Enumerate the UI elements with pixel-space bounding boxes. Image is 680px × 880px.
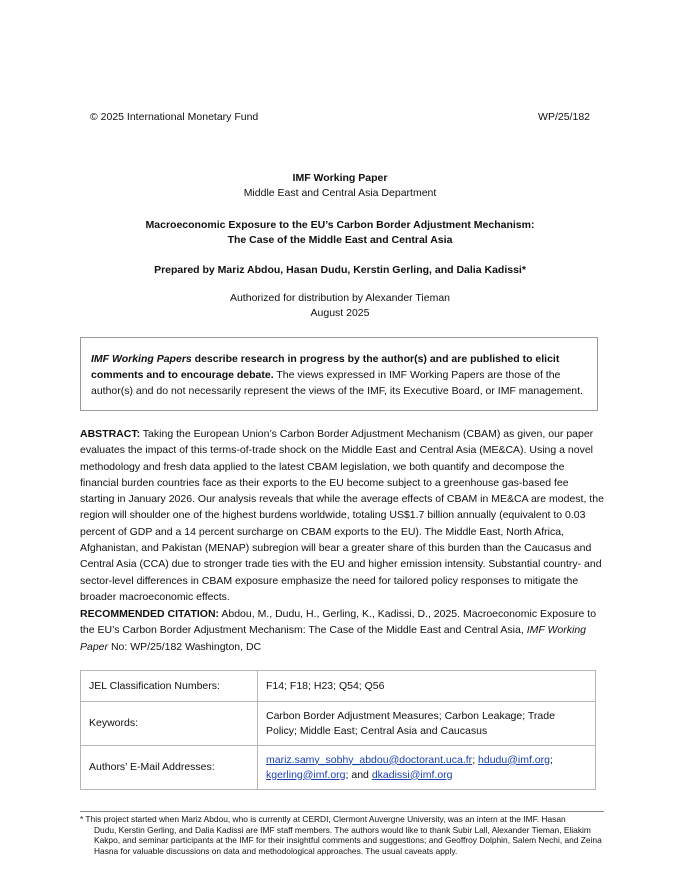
- disclaimer-bold-text: describe research in progress by the author(s) and are published to elicit comments and to encourage debate.: [91, 353, 560, 381]
- footnote-divider: [80, 811, 604, 812]
- metadata-table: [80, 670, 596, 790]
- emails-label: Authors’ E-Mail Addresses:: [81, 746, 258, 790]
- citation-text: Abdou, M., Dudu, H., Gerling, K., Kadissi, D., 2025. Macroeconomic Exposure to the EU’s Carbon Border Adjustment Mechanism: The Case of the Middle East and Central Asia,: [80, 608, 597, 637]
- email-link-abdou[interactable]: mariz.samy_sobhy_abdou@doctorant.uca.fr: [266, 753, 473, 766]
- email-link-gerling[interactable]: kgerling@imf.org: [266, 768, 346, 781]
- citation-series: IMF Working Paper: [80, 624, 587, 653]
- table-row: [81, 702, 596, 746]
- department: Middle East and Central Asia Department: [243, 187, 437, 199]
- table-row: [81, 746, 596, 790]
- citation-tail: No: WP/25/182 Washington, DC: [108, 640, 262, 653]
- recommended-citation: [80, 606, 604, 655]
- email-separator: ; and: [345, 768, 372, 781]
- email-separator: ;: [472, 753, 479, 766]
- table-row: [81, 671, 596, 702]
- header-line: [90, 111, 590, 125]
- emails-value: [258, 746, 596, 790]
- paper-title-line2: The Case of the Middle East and Central Asia: [227, 234, 453, 246]
- paper-title-line1: Macroeconomic Exposure to the EU’s Carbon Border Adjustment Mechanism:: [145, 219, 535, 231]
- abstract-text: Taking the European Union’s Carbon Border Adjustment Mechanism (CBAM) as given, our paper evaluates the impact of this terms-of-trade shock on the Middle East and Central Asia (ME&CA). Using a novel methodology and fresh data applied to the latest CBAM legislation, we both quantify and decompose the financial burden countries face as their exports to the EU become subject to a greenhouse gas-based fee starting in January 2026. Our analysis reveals that while the average effects of CBAM in ME&CA are modest, the region will shoulder one of the highest burdens worldwide, totaling US$1.7 billion annually (equivalent to 0.03 percent of GDP and a 14 percent surcharge on CBAM exports to the EU). The Middle East, North Africa, Afghanistan, and Pakistan (MENAP) subregion will bear a greater share of this burden than the Caucasus and Central Asia (CCA) due to stronger trade ties with the EU and higher emission intensity. Substantial country- and sector-level differences in CBAM exposure emphasize the need for tailored policy responses to mitigate the broader macroeconomic effects.: [80, 428, 604, 603]
- authors-line: Prepared by Mariz Abdou, Hasan Dudu, Kerstin Gerling, and Dalia Kadissi*: [154, 264, 526, 276]
- abstract-label: ABSTRACT:: [80, 428, 141, 440]
- email-separator: ;: [549, 753, 553, 766]
- abstract: [80, 426, 604, 605]
- disclaimer-series-name: IMF Working Papers: [91, 353, 192, 365]
- email-link-dudu[interactable]: hdudu@imf.org: [478, 753, 550, 766]
- footnote: [80, 814, 604, 856]
- footnote-text: Dudu, Kerstin Gerling, and Dalia Kadissi are IMF staff members. The authors would like to thank Subir Lall, Alexander Tieman, Eliakim Kakpo, and seminar participants at the IMF for their insightful comments and suggestions; and Geoffroy Dolphin, Salem Nechi, and Zeina Hasna for valuable discussions on data and methodological approaches. The usual caveats apply.: [94, 824, 602, 856]
- working-paper-number: WP/25/182: [538, 111, 590, 123]
- email-link-kadissi[interactable]: dkadissi@imf.org: [371, 768, 453, 781]
- authorized-by: Authorized for distribution by Alexander Tieman: [229, 292, 451, 304]
- jel-label: JEL Classification Numbers:: [81, 671, 258, 702]
- keywords-value: Carbon Border Adjustment Measures; Carbon Leakage; Trade Policy; Middle East; Central Asia and Caucasus: [258, 702, 596, 746]
- keywords-label: Keywords:: [81, 702, 258, 746]
- publication-date: August 2025: [310, 307, 370, 319]
- copyright-notice: © 2025 International Monetary Fund: [90, 111, 259, 123]
- disclaimer-box: [80, 337, 598, 411]
- disclaimer-text: The views expressed in IMF Working Papers are those of the author(s) and do not necessarily represent the views of the IMF, its Executive Board, or IMF management.: [91, 369, 583, 397]
- footnote-line1: * This project started when Mariz Abdou, who is currently at CERDI, Clermont Auvergne University, was an intern at the IMF. Hasan: [80, 814, 566, 824]
- citation-label: RECOMMENDED CITATION:: [80, 608, 220, 620]
- jel-value: F14; F18; H23; Q54; Q56: [258, 671, 596, 702]
- series-title: IMF Working Paper: [292, 172, 388, 184]
